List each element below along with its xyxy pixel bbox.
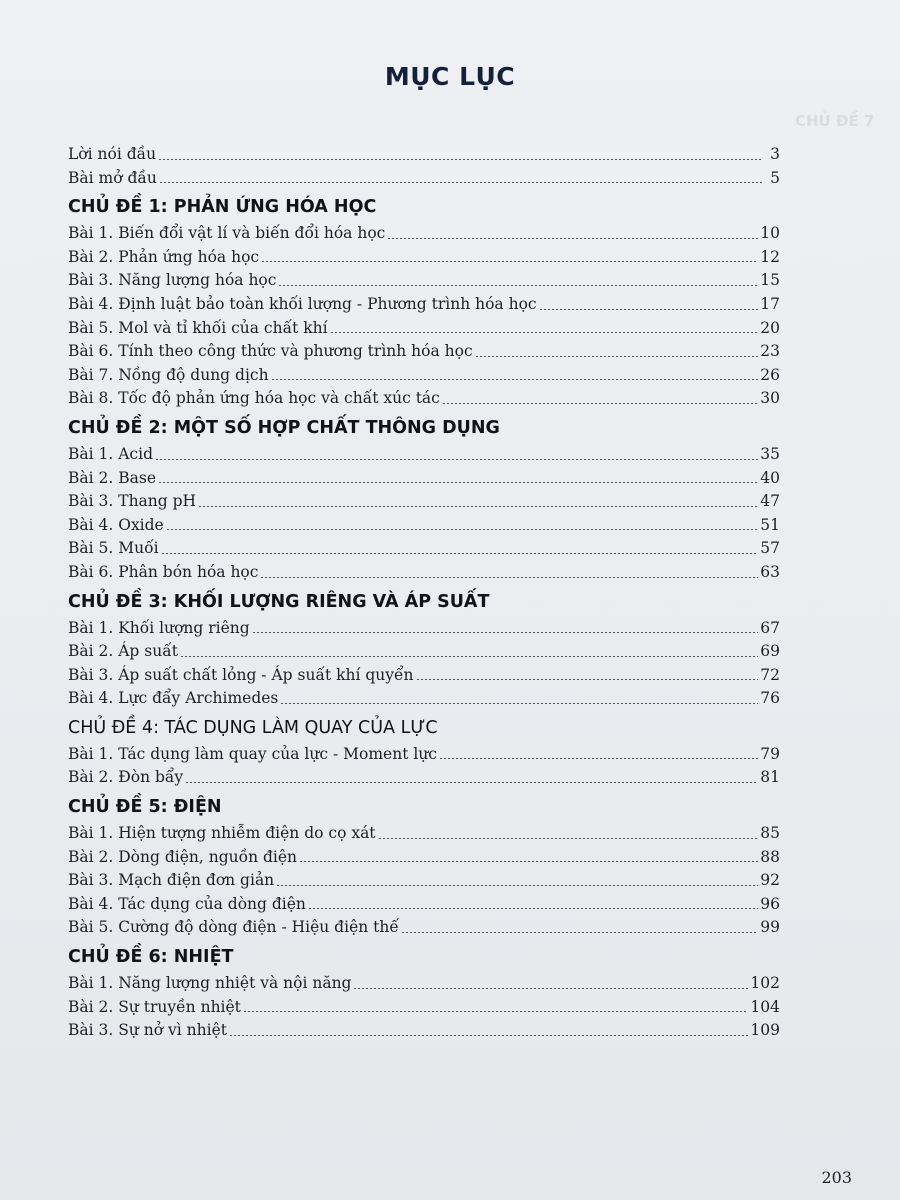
entry-title: Bài 3. Áp suất chất lỏng - Áp suất khí quyển — [68, 665, 414, 684]
dot-leader — [416, 679, 759, 680]
entry-title: Bài 8. Tốc độ phản ứng hóa học và chất xúc tác — [68, 389, 440, 408]
dot-leader — [252, 632, 759, 633]
entry-title: Bài 1. Hiện tượng nhiễm điện do cọ xát — [68, 824, 376, 843]
entry-page-number: 51 — [760, 515, 780, 534]
entry-page-number: 96 — [760, 894, 780, 913]
lesson-entry — [68, 246, 780, 270]
entry-page-number: 10 — [760, 224, 780, 243]
entry-page-number: 30 — [760, 389, 780, 408]
lesson-entry — [68, 364, 780, 388]
lesson-entry — [68, 222, 780, 246]
entry-page-number: 69 — [760, 642, 780, 661]
entry-title: Bài 5. Muối — [68, 539, 159, 558]
lesson-entry — [68, 317, 780, 341]
lesson-entry — [68, 893, 780, 917]
entry-title: Bài 3. Năng lượng hóa học — [68, 271, 277, 290]
entry-page-number: 88 — [760, 847, 780, 866]
dot-leader — [353, 988, 748, 989]
lesson-entry — [68, 996, 780, 1020]
entry-title: Bài 4. Định luật bảo toàn khối lượng - Phương trình hóa học — [68, 294, 537, 313]
dot-leader — [539, 309, 759, 310]
page-number: 203 — [821, 1168, 852, 1187]
lesson-entry — [68, 490, 780, 514]
entry-page-number: 23 — [760, 342, 780, 361]
topic-heading: CHỦ ĐỀ 4: TÁC DỤNG LÀM QUAY CỦA LỰC — [68, 717, 438, 738]
dot-leader — [280, 703, 758, 704]
entry-page-number: 104 — [750, 997, 780, 1016]
lesson-entry — [68, 443, 780, 467]
lesson-entry — [68, 664, 780, 688]
lesson-entry — [68, 617, 780, 641]
entry-page-number: 81 — [760, 768, 780, 787]
lesson-entry — [68, 916, 780, 940]
lesson-entry — [68, 640, 780, 664]
entry-page-number: 99 — [760, 918, 780, 937]
lesson-entry — [68, 822, 780, 846]
dot-leader — [387, 238, 758, 239]
dot-leader — [442, 403, 758, 404]
entry-title: Bài 7. Nồng độ dung dịch — [68, 365, 269, 384]
entry-page-number: 79 — [760, 744, 780, 763]
entry-title: Bài 2. Áp suất — [68, 642, 178, 661]
topic-heading: CHỦ ĐỀ 6: NHIỆT — [68, 947, 234, 968]
dot-leader — [243, 1011, 748, 1012]
lesson-entry — [68, 846, 780, 870]
dot-leader — [260, 577, 758, 578]
entry-page-number: 76 — [760, 689, 780, 708]
entry-page-number: 85 — [760, 824, 780, 843]
entry-page-number: 57 — [760, 539, 780, 558]
dot-leader — [185, 782, 758, 783]
entry-title: Bài 1. Năng lượng nhiệt và nội năng — [68, 974, 352, 993]
lesson-entry — [68, 1019, 780, 1043]
phone-watermark — [8, 290, 68, 910]
dot-leader — [229, 1035, 748, 1036]
entry-page-number: 63 — [760, 562, 780, 581]
entry-page-number: 35 — [760, 444, 780, 463]
entry-title: Bài 3. Sự nở vì nhiệt — [68, 1021, 227, 1040]
dot-leader — [159, 182, 762, 183]
entry-page-number: 92 — [760, 871, 780, 890]
lesson-entry — [68, 340, 780, 364]
entry-title: Bài 3. Mạch điện đơn giản — [68, 871, 275, 890]
dot-leader — [271, 379, 759, 380]
dot-leader — [158, 159, 762, 160]
topic-heading: CHỦ ĐỀ 2: MỘT SỐ HỢP CHẤT THÔNG DỤNG — [68, 417, 500, 438]
entry-page-number: 5 — [770, 168, 780, 187]
entry-title: Bài 5. Cường độ dòng điện - Hiệu điện thế — [68, 918, 399, 937]
lesson-entry — [68, 537, 780, 561]
dot-leader — [158, 482, 758, 483]
table-of-contents — [68, 143, 780, 1043]
topic-heading: CHỦ ĐỀ 3: KHỐI LƯỢNG RIÊNG VÀ ÁP SUẤT — [68, 591, 490, 612]
dot-leader — [261, 261, 758, 262]
entry-title: Bài 6. Phân bón hóa học — [68, 562, 259, 581]
entry-page-number: 109 — [750, 1021, 780, 1040]
entry-title: Bài mở đầu — [68, 168, 157, 187]
lesson-entry — [68, 766, 780, 790]
entry-page-number: 40 — [760, 468, 780, 487]
lesson-entry — [68, 972, 780, 996]
dot-leader — [180, 656, 758, 657]
entry-title: Lời nói đầu — [68, 145, 157, 163]
entry-title: Bài 6. Tính theo công thức và phương trình hóa học — [68, 342, 473, 361]
dot-leader — [161, 553, 759, 554]
entry-page-number: 67 — [760, 618, 780, 637]
dot-leader — [278, 285, 758, 286]
dot-leader — [401, 932, 758, 933]
dot-leader — [166, 529, 759, 530]
entry-page-number: 3 — [770, 145, 780, 163]
entry-title: Bài 1. Acid — [68, 444, 153, 463]
dot-leader — [308, 908, 758, 909]
dot-leader — [378, 838, 759, 839]
entry-title: Bài 5. Mol và tỉ khối của chất khí — [68, 318, 328, 337]
entry-title: Bài 2. Đòn bẩy — [68, 768, 184, 787]
lesson-entry — [68, 387, 780, 411]
entry-title: Bài 4. Lực đẩy Archimedes — [68, 689, 279, 708]
dot-leader — [198, 506, 758, 507]
dot-leader — [299, 861, 758, 862]
lesson-entry — [68, 743, 780, 767]
entry-page-number: 12 — [760, 247, 780, 266]
lesson-entry — [68, 514, 780, 538]
lesson-entry — [68, 869, 780, 893]
entry-title: Bài 1. Tác dụng làm quay của lực - Moment lực — [68, 744, 437, 763]
entry-title: Bài 2. Dòng điện, nguồn điện — [68, 847, 298, 866]
dot-leader — [276, 885, 758, 886]
entry-title: Bài 1. Khối lượng riêng — [68, 618, 250, 637]
lesson-entry — [68, 467, 780, 491]
bleed-through-text: CHỦ ĐỀ 7 — [795, 112, 875, 130]
dot-leader — [439, 758, 758, 759]
entry-title: Bài 2. Sự truyền nhiệt — [68, 997, 241, 1016]
entry-page-number: 47 — [760, 492, 780, 511]
front-matter-entry — [68, 167, 780, 191]
entry-page-number: 26 — [760, 365, 780, 384]
entry-page-number: 20 — [760, 318, 780, 337]
lesson-entry — [68, 293, 780, 317]
front-matter-entry — [68, 143, 780, 167]
lesson-entry — [68, 269, 780, 293]
page-title: MỤC LỤC — [384, 62, 516, 91]
entry-title: Bài 1. Biến đổi vật lí và biến đổi hóa học — [68, 224, 386, 243]
entry-page-number: 15 — [760, 271, 780, 290]
lesson-entry — [68, 687, 780, 711]
entry-title: Bài 2. Phản ứng hóa học — [68, 247, 260, 266]
entry-page-number: 102 — [750, 974, 780, 993]
entry-page-number: 72 — [760, 665, 780, 684]
topic-heading: CHỦ ĐỀ 1: PHẢN ỨNG HÓA HỌC — [68, 197, 377, 218]
topic-heading: CHỦ ĐỀ 5: ĐIỆN — [68, 797, 222, 818]
entry-title: Bài 4. Tác dụng của dòng điện — [68, 894, 306, 913]
entry-title: Bài 2. Base — [68, 468, 156, 487]
entry-title: Bài 3. Thang pH — [68, 492, 197, 511]
dot-leader — [330, 332, 759, 333]
dot-leader — [475, 356, 759, 357]
dot-leader — [155, 459, 758, 460]
entry-title: Bài 4. Oxide — [68, 515, 164, 534]
entry-page-number: 17 — [760, 294, 780, 313]
lesson-entry — [68, 561, 780, 585]
